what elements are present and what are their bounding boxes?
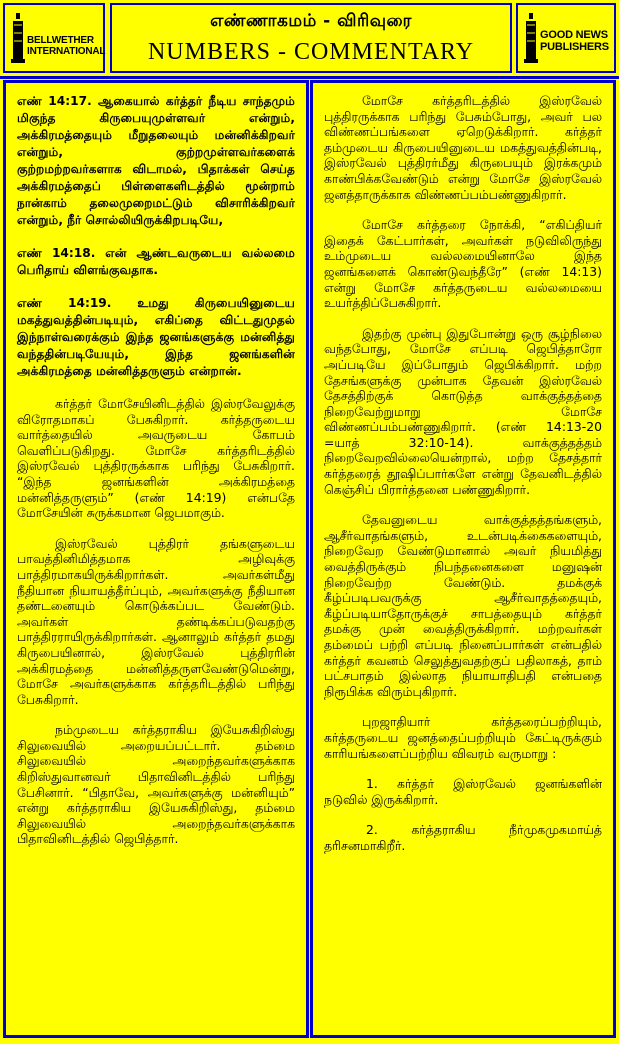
left-column (3, 80, 309, 1038)
verse-14-18: எண் 14:18. என் ஆண்டவருடைய வல்லமை பெரிதாய் விளங்குவதாக. (17, 246, 295, 277)
list-item: 2. கர்த்தராகிய நீர்முகமுகமாய்த் தரிசனமாகிறீர். (324, 822, 602, 853)
tamil-title: எண்ணாகமம் - விரிவுரை (210, 11, 412, 31)
commentary-paragraph: இஸ்ரவேல் புத்திரர் தங்களுடைய பாவத்தினிமித்தமாக அழிவுக்கு பாத்திரமாகயிருக்கிறார்கள். அவர்கள்மீது நீதியான நியாயத்தீர்ப்பும், அவர்களுக்கு நீதியான தண்டனையும் கொடுக்கப்பட வேண்டும். அவர்கள் தண்டிக்கப்படுவதற்கு பாத்திரராயிருக்கிறார்கள். ஆனாலும் கர்த்தர் தமது கிருபையினால், இஸ்ரவேல் புத்திரரின் அக்கிரமத்தை மன்னித்தருளவேண்டுமென்று, மோசே அவர்களுக்காக கர்த்தரிடத்தில் பரிந்து பேசுகிறார். (17, 535, 295, 707)
list-item: 1. கர்த்தர் இஸ்ரவேல் ஜனங்களின் நடுவில் இருக்கிறார். (324, 776, 602, 807)
right-column (310, 80, 616, 1038)
commentary-paragraph: புறஜாதியார் கர்த்தரைப்பற்றியும், கர்த்தருடைய ஜனத்தைப்பற்றியும் கேட்டிருக்கும் காரியங்களைப்பற்றிய விவரம் வருமாறு : (324, 714, 602, 761)
commentary-paragraph: இதற்கு முன்பு இதுபோன்று ஒரு சூழ்நிலை வந்தபோது, மோசே எப்படி ஜெபித்தாரோ அப்படியே இப்போதும் ஜெபிக்கிறார். மற்ற தேசங்களுக்கு முன்பாக தேவன் இஸ்ரவேல் தேசத்திற்குக் கொடுத்த வாக்குத்தத்தை நிறைவேற்றுமாறு மோசே விண்ணப்பம்பண்ணுகிறார். (எண் 14:13-20 =யாத் 32:10-14). வாக்குத்தத்தம் நிறைவேறவில்லையென்றால், மற்ற தேசத்தார் கர்த்தரைத் தூஷிப்பார்களே என்று தேவனிடத்தில் கெஞ்சிப் பிரார்த்தனை பண்ணுகிறார். (324, 325, 602, 497)
good-news-logo-box (516, 3, 616, 73)
bellwether-logo-box (3, 3, 105, 73)
verse-14-19: எண் 14:19. உமது கிருபையினுடைய மகத்துவத்தின்படியும், எகிப்தை விட்டதுமுதல் இந்நாள்வரைக்கும் இந்த ஜனங்களுக்கு மன்னித்து வந்ததின்படியேயும், இந்த ஜனங்களின் அக்கிரமத்தை மன்னித்தருளும் என்றான். (17, 296, 295, 378)
good-news-logo-icon (524, 13, 538, 63)
header (0, 0, 619, 79)
commentary-paragraph: மோசே கர்த்தரை நோக்கி, “எகிப்தியர் இதைக் கேட்பார்கள், அவர்கள் நடுவிலிருந்து உம்முடைய வல்லமையினாலே இந்த ஜனங்களைக் கொண்டுவந்தீரே” (எண் 14:13) என்று மோசே கர்த்தருடைய வல்லமையை உயர்த்திப்பேசுகிறார். (324, 217, 602, 311)
english-title: NUMBERS - COMMENTARY (147, 39, 475, 65)
bellwether-logo-icon (11, 13, 25, 63)
commentary-paragraph: நம்முடைய கர்த்தராகிய இயேசுகிறிஸ்து சிலுவையில் அறையப்பட்டார். தம்மை சிலுவையில் அறைந்தவர்களுக்காக கிறிஸ்துவானவர் பிதாவினிடத்தில் பரிந்து பேசினார். “பிதாவே, அவர்களுக்கு மன்னியும்” என்று கர்த்தராகிய இயேசுகிறிஸ்து, தம்மை சிலுவையில் அறைந்தவர்களுக்காக பிதாவினிடத்தில் ஜெபித்தார். (17, 722, 295, 847)
commentary-paragraph: மோசே கர்த்தரிடத்தில் இஸ்ரவேல் புத்திரருக்காக பரிந்து பேசும்போது, அவர் பல விண்ணப்பங்களை ஏறெடுக்கிறார். கர்த்தர் தம்முடைய கிருபையினுடைய மகத்துவத்தின்படி, இஸ்ரவேல் புத்திரர்மீது கிருபையும் இரக்கமும் காண்பிக்கவேண்டும் என்று மோசே இஸ்ரவேல் ஜனத்தாருக்காக விண்ணப்பம்பண்ணுகிறார். (324, 93, 602, 202)
bellwether-logo-text: BELLWETHER INTERNATIONAL (27, 35, 106, 57)
commentary-paragraph: தேவனுடைய வாக்குத்தத்தங்களும், ஆசீர்வாதங்களும், உடன்படிக்கைகளையும், நிறைவேற வேண்டுமானால் அவர் நியமித்து வைத்திருக்கும் நிபந்தனைகளை மனுஷன் நிறைவேற்ற வேண்டும். தமக்குக் கீழ்ப்படிபவருக்கு ஆசீர்வாதத்தையும், கீழ்ப்படியாதோருக்குச் சாபத்தையும் கர்த்தர் தமக்கு முன் வைத்திருக்கிறார். மற்றவர்கள் தம்மைப் பற்றி எப்படி நினைப்பார்கள் என்பதில் கர்த்தர் கவனம் செலுத்துவதற்குப் பதிலாகத், தாம் பட்சபாதம் இல்லாத நியாயாதிபதி என்பதை நிரூபிக்க விரும்புகிறார். (324, 512, 602, 699)
title-box (110, 3, 512, 73)
verse-14-17: எண் 14:17. ஆகையால் கர்த்தர் நீடிய சாந்தமும் மிகுந்த கிருபையுமுள்ளவர் என்றும், அக்கிரமத்தையும் மீறுதலையும் மன்னிக்கிறவர் என்றும், குற்றமுள்ளவர்களைக் குற்றமற்றவர்களாக விடாமல், பிதாக்கள் செய்த அக்கிரமத்தைப் பிள்ளைகளிடத்தில் மூன்றாம் நான்காம் தலைமுறைமட்டும் விசாரிக்கிறவர் என்றும், நீர் சொல்லியிருக்கிறபடியே, (17, 94, 295, 227)
commentary-paragraph: கர்த்தர் மோசேயினிடத்தில் இஸ்ரவேலுக்கு விரோதமாகப் பேசுகிறார். கர்த்தருடைய வார்த்தையில் அவருடைய கோபம் வெளிப்படுகிறது. மோசே கர்த்தரிடத்தில் இஸ்ரவேல் புத்திரருக்காக பரிந்து பேசுகிறார். “இந்த ஜனங்களின் அக்கிரமத்தை மன்னித்தருளும்” (எண் 14:19) என்பதே மோசேயின் சுருக்கமான ஜெபமாகும். (17, 396, 295, 521)
good-news-logo-text: GOOD NEWS PUBLISHERS (540, 29, 609, 53)
